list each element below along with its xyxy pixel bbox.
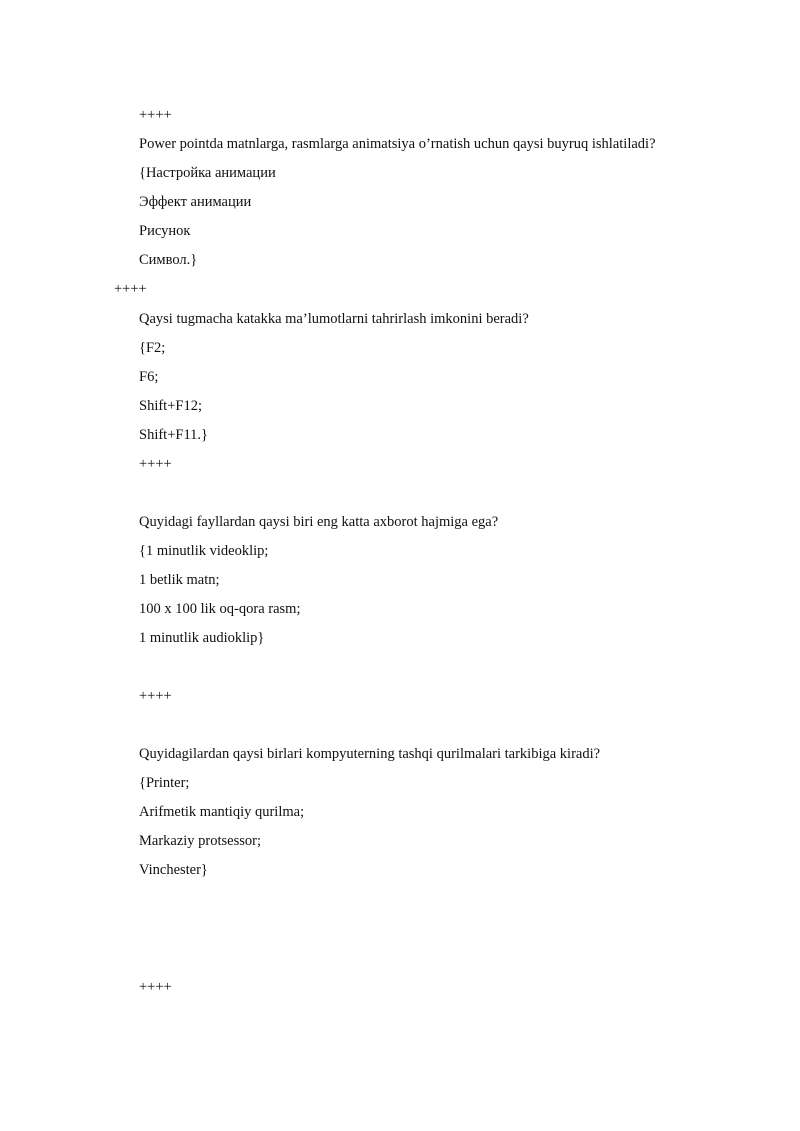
- answer-option: Shift+F12;: [139, 398, 202, 414]
- separator: ++++: [139, 107, 172, 123]
- answer-option: F6;: [139, 369, 159, 385]
- answer-option: Shift+F11.}: [139, 427, 208, 443]
- answer-option: {Printer;: [139, 775, 190, 791]
- question-text: Quyidagilardan qaysi birlari kompyuterning tashqi qurilmalari tarkibiga kiradi?: [139, 746, 601, 762]
- separator: ++++: [139, 979, 172, 995]
- separator: ++++: [139, 688, 172, 704]
- answer-option: Vinchester}: [139, 862, 208, 878]
- answer-option: 1 betlik matn;: [139, 572, 220, 588]
- separator: ++++: [114, 281, 147, 297]
- answer-option: Рисунок: [139, 223, 191, 239]
- question-text: Qaysi tugmacha katakka ma’lumotlarni tahrirlash imkonini beradi?: [139, 311, 529, 327]
- answer-option: 100 x 100 lik oq-qora rasm;: [139, 601, 301, 617]
- answer-option: Arifmetik mantiqiy qurilma;: [139, 804, 305, 820]
- question-text: Quyidagi fayllardan qaysi biri eng katta axborot hajmiga ega?: [139, 514, 499, 530]
- answer-option: 1 minutlik audioklip}: [139, 630, 265, 646]
- answer-option: Эффект анимации: [139, 194, 252, 210]
- answer-option: Markaziy protsessor;: [139, 833, 262, 849]
- separator: ++++: [139, 456, 172, 472]
- answer-option: {Настройка анимации: [139, 165, 276, 181]
- question-text: Power pointda matnlarga, rasmlarga animatsiya o’rnatish uchun qaysi buyruq ishlatiladi?: [139, 136, 656, 152]
- answer-option: Символ.}: [139, 252, 198, 268]
- answer-option: {F2;: [139, 340, 166, 356]
- answer-option: {1 minutlik videoklip;: [139, 543, 269, 559]
